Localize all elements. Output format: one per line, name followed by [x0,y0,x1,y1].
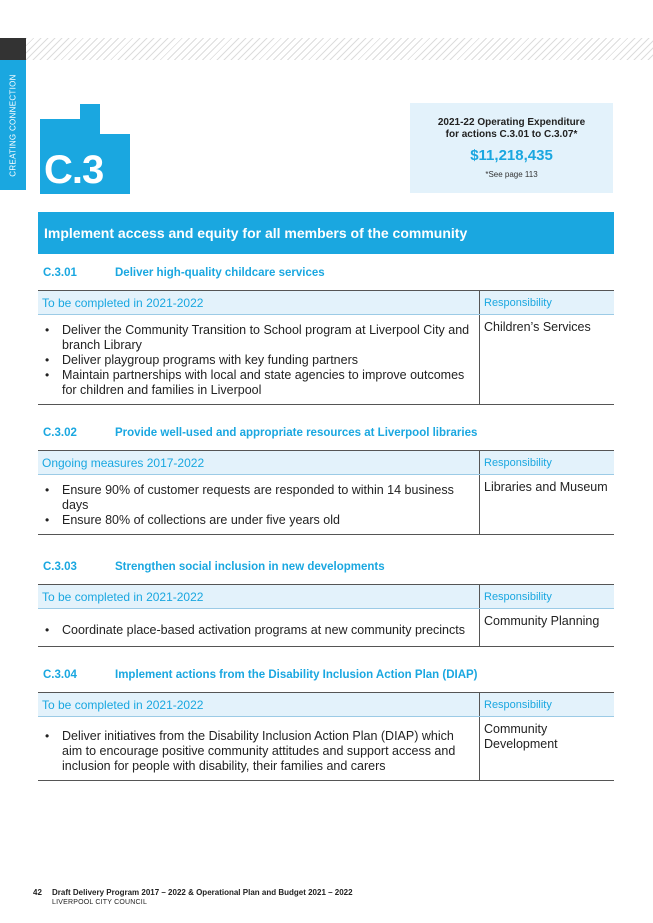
period-header: Ongoing measures 2017-2022 [38,451,480,474]
expenditure-note: *See page 113 [485,170,538,179]
action-section [38,264,614,405]
responsibility-value: Community Planning [484,614,600,628]
side-tab-label: CREATING CONNECTION [8,73,18,177]
header-pattern-strip [26,38,653,60]
action-section [38,666,614,781]
expenditure-box [410,103,613,193]
action-item: • Deliver playgroup programs with key funding partners [44,353,473,368]
expenditure-amount: $11,218,435 [470,147,553,164]
responsibility-value: Children’s Services [484,320,591,334]
action-item: • Maintain partnerships with local and state agencies to improve outcomes for children and families in Liverpool [44,368,473,398]
responsibility-value: Libraries and Museum [484,480,608,494]
action-section [38,424,614,535]
expenditure-title-line2: for actions C.3.01 to C.3.07* [445,129,578,140]
action-section [38,558,614,647]
responsibility-header: Responsibility [484,590,552,603]
section-code-logo: C.3 [44,148,104,192]
action-item: • Ensure 90% of customer requests are responded to within 14 business days [44,483,473,513]
period-header: To be completed in 2021-2022 [38,291,480,314]
objective-banner-title: Implement access and equity for all members of the community [44,225,468,241]
action-table [38,450,614,535]
section-code: C.3.01 [43,267,77,279]
action-item: • Deliver initiatives from the Disability Inclusion Action Plan (DIAP) which aim to encourage positive community attitudes and support access and inclusion for people with disability, their families and carers [44,729,473,774]
action-item: • Deliver the Community Transition to School program at Liverpool City and branch Library [44,323,473,353]
action-list [44,323,473,398]
page-number: 42 [33,888,42,897]
action-item: • Coordinate place-based activation programs at new community precincts [44,623,473,638]
section-code: C.3.03 [43,561,77,573]
responsibility-value: Community Development [484,722,558,751]
side-tab [0,60,26,190]
action-list [44,623,473,638]
responsibility-header: Responsibility [484,698,552,711]
action-table [38,290,614,405]
footer-title: Draft Delivery Program 2017 – 2022 & Operational Plan and Budget 2021 – 2022 [52,888,353,897]
action-list [44,483,473,528]
expenditure-title-line1: 2021-22 Operating Expenditure [437,117,586,128]
action-table [38,584,614,647]
action-list [44,729,473,774]
action-item: • Ensure 80% of collections are under five years old [44,513,473,528]
section-title: Provide well-used and appropriate resources at Liverpool libraries [115,427,478,439]
action-table [38,692,614,781]
responsibility-header: Responsibility [484,296,552,309]
section-title: Deliver high-quality childcare services [115,267,325,279]
header-dark-block [0,38,26,60]
section-code: C.3.02 [43,427,77,439]
section-title: Implement actions from the Disability Inclusion Action Plan (DIAP) [115,669,478,681]
responsibility-header: Responsibility [484,456,552,469]
objective-banner [38,212,614,254]
period-header: To be completed in 2021-2022 [38,585,480,608]
section-code: C.3.04 [43,669,77,681]
period-header: To be completed in 2021-2022 [38,693,480,716]
section-title: Strengthen social inclusion in new developments [115,561,385,573]
footer-council: LIVERPOOL CITY COUNCIL [52,899,148,906]
